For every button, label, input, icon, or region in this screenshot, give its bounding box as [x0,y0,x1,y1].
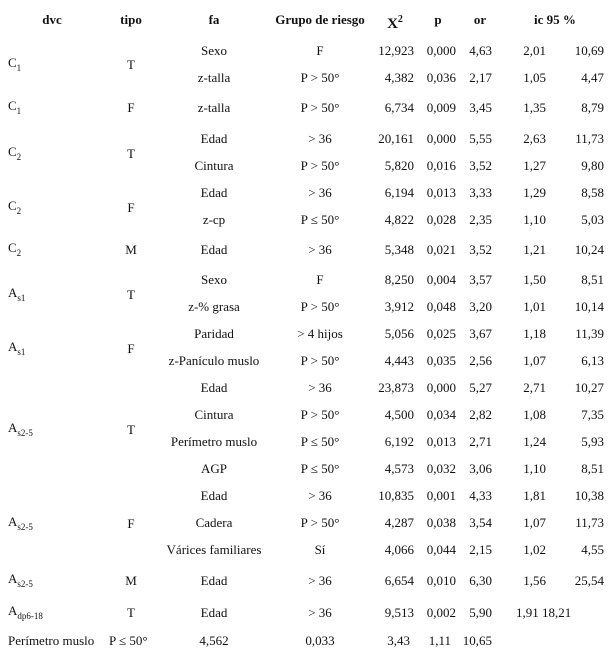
cell-hi: 8,58 [581,185,604,200]
cell-hi: 10,38 [574,488,604,503]
tipo-label: T [127,605,135,620]
cell-fa: z-cp [202,212,226,227]
cell-lo: 1,07 [523,353,546,368]
cell-hi: 4,55 [581,542,604,557]
cell-ic: 1,91 18,21 [516,605,572,620]
cell-lo: 1,56 [523,573,546,588]
header-ic95: ic 95 % [534,12,576,27]
tipo-label: F [127,100,135,115]
cell-x2: 4,500 [384,407,414,422]
cell-or: 3,57 [469,272,492,287]
cell-or: 2,17 [469,70,492,85]
cell-x2: 4,443 [384,353,414,368]
cell-grupo: P > 50° [300,299,340,314]
cell-p: 0,001 [426,488,456,503]
cell-fa: Edad [200,605,228,620]
cell-p: 0,004 [426,272,456,287]
header-grupo-de-riesgo: Grupo de riesgo [275,12,365,27]
cell-lo: 1,18 [523,326,546,341]
cell-fa: Perímetro muslo [170,434,258,449]
cell-lo: 1,27 [523,158,546,173]
cell-x2: 3,912 [384,299,414,314]
cell-p: 0,025 [426,326,456,341]
cell-x2: 10,835 [378,488,414,503]
cell-grupo: > 36 [308,131,332,146]
cell-fa: Várices familiares [166,542,262,557]
cell-p: 0,034 [426,407,456,422]
cell-lo: 1,24 [523,434,546,449]
dvc-label: $A_{s2-5}$ [8,571,33,589]
cell-x2: 4,287 [384,515,414,530]
cell-or: 2,35 [469,212,492,227]
cell-lo: 1,07 [523,515,546,530]
tipo-label: F [127,516,135,531]
cell-fa: Paridad [194,326,234,341]
cell-hi: 25,54 [574,573,604,588]
cell-x2: 6,194 [384,185,414,200]
cell-or: 3,54 [469,515,492,530]
tipo-label: T [127,422,135,437]
cell-grupo: Sí [314,542,326,557]
cell-x2: 5,820 [384,158,414,173]
cell-grupo: P > 50° [300,515,340,530]
dvc-label: $C_2$ [8,198,22,216]
last-line-hi: 10,65 [462,633,492,648]
cell-hi: 5,93 [581,434,604,449]
cell-or: 2,71 [469,434,492,449]
cell-hi: 10,69 [574,43,604,58]
cell-hi: 4,47 [581,70,604,85]
cell-or: 3,67 [469,326,492,341]
cell-or: 4,63 [469,43,492,58]
cell-p: 0,000 [426,131,456,146]
cell-or: 3,20 [469,299,492,314]
cell-lo: 2,71 [523,380,546,395]
cell-or: 2,56 [469,353,492,368]
cell-lo: 2,63 [523,131,546,146]
cell-hi: 9,80 [581,158,604,173]
cell-lo: 1,50 [523,272,546,287]
cell-lo: 1,81 [523,488,546,503]
cell-p: 0,009 [426,100,456,115]
cell-fa: z-% grasa [188,299,240,314]
cell-fa: Edad [200,242,228,257]
cell-fa: z-talla [197,70,231,85]
dvc-label: $A_{s2-5}$ [8,420,33,438]
cell-p: 0,038 [426,515,456,530]
cell-x2: 5,348 [384,242,414,257]
cell-x2: 6,654 [384,573,414,588]
cell-p: 0,036 [426,70,456,85]
dvc-label: $A_{dp6-18}$ [8,603,43,621]
cell-x2: 4,382 [384,70,414,85]
cell-x2: 9,513 [384,605,414,620]
header-chi-base: X [387,16,398,32]
cell-p: 0,048 [426,299,456,314]
last-line-lo: 1,11 [428,633,451,648]
header-p: p [434,12,442,27]
cell-or: 2,15 [469,542,492,557]
cell-hi: 10,24 [574,242,604,257]
cell-fa: Edad [200,380,228,395]
cell-p: 0,044 [426,542,456,557]
cell-hi: 11,39 [575,326,604,341]
tipo-label: F [127,341,135,356]
cell-fa: Edad [200,185,228,200]
cell-p: 0,002 [426,605,456,620]
cell-grupo: P ≤ 50° [300,212,340,227]
cell-hi: 6,13 [581,353,604,368]
cell-or: 3,33 [469,185,492,200]
cell-fa: Sexo [201,43,227,58]
header-or: or [473,12,487,27]
cell-grupo: > 36 [308,573,332,588]
cell-grupo: F [316,43,324,58]
cell-fa: z-talla [197,100,231,115]
cell-hi: 8,79 [581,100,604,115]
cell-or: 3,45 [469,100,492,115]
last-line-x2: 4,562 [199,633,229,648]
cell-or: 6,30 [469,573,492,588]
cell-or: 5,55 [469,131,492,146]
cell-hi: 5,03 [581,212,604,227]
cell-fa: Cadera [195,515,233,530]
cell-or: 3,06 [469,461,492,476]
cell-x2: 23,873 [378,380,414,395]
tipo-label: T [127,287,135,302]
cell-lo: 1,21 [523,242,546,257]
dvc-label: $A_{s2-5}$ [8,514,33,532]
last-line-or: 3,43 [387,633,410,648]
cell-p: 0,021 [426,242,456,257]
dvc-label: $A_{s1}$ [8,285,26,303]
cell-fa: Edad [200,488,228,503]
last-line-fa: Perímetro muslo [8,633,95,648]
header-chi-sup: 2 [397,14,403,25]
cell-x2: 12,923 [378,43,414,58]
cell-grupo: > 36 [308,488,332,503]
cell-fa: Sexo [201,272,227,287]
tipo-label: M [125,242,137,257]
cell-lo: 2,01 [523,43,546,58]
cell-grupo: > 4 hijos [297,326,343,341]
cell-or: 5,27 [469,380,492,395]
cell-hi: 7,35 [581,407,604,422]
last-line-grupo: P ≤ 50° [109,633,148,648]
cell-fa: z-Panículo muslo [168,353,260,368]
cell-lo: 1,10 [523,461,546,476]
cell-p: 0,035 [426,353,456,368]
cell-fa: Cintura [194,407,234,422]
cell-grupo: > 36 [308,380,332,395]
tipo-label: T [127,57,135,72]
cell-lo: 1,05 [523,70,546,85]
cell-grupo: > 36 [308,605,332,620]
dvc-label: $C_1$ [8,98,22,116]
cell-p: 0,013 [426,185,456,200]
cell-fa: Edad [200,573,228,588]
cell-grupo: P > 50° [300,407,340,422]
cell-or: 2,82 [469,407,492,422]
cell-fa: Cintura [194,158,234,173]
cell-hi: 10,27 [574,380,604,395]
cell-p: 0,028 [426,212,456,227]
cell-lo: 1,10 [523,212,546,227]
cell-x2: 5,056 [384,326,414,341]
tipo-label: F [127,200,135,215]
cell-p: 0,000 [426,380,456,395]
cell-x2: 20,161 [378,131,414,146]
cell-x2: 4,822 [384,212,414,227]
cell-lo: 1,01 [523,299,546,314]
cell-fa: Edad [200,131,228,146]
cell-grupo: P > 50° [300,353,340,368]
dvc-label: $C_2$ [8,240,22,258]
dvc-label: $A_{s1}$ [8,339,26,357]
dvc-label: $C_1$ [8,55,22,73]
last-line-p: 0,033 [305,633,335,648]
cell-hi: 8,51 [581,272,604,287]
header-chi-square [387,12,403,32]
cell-hi: 11,73 [575,515,604,530]
cell-grupo: > 36 [308,185,332,200]
tipo-label: T [127,146,135,161]
cell-grupo: P > 50° [300,158,340,173]
cell-p: 0,010 [426,573,456,588]
cell-x2: 6,192 [384,434,414,449]
cell-grupo: P > 50° [300,70,340,85]
cell-p: 0,016 [426,158,456,173]
cell-grupo: P ≤ 50° [300,434,340,449]
cell-x2: 4,066 [384,542,414,557]
header-fa: fa [208,12,220,27]
cell-grupo: > 36 [308,242,332,257]
header-dvc: dvc [42,12,62,27]
tipo-label: M [125,573,137,588]
cell-lo: 1,35 [523,100,546,115]
cell-p: 0,000 [426,43,456,58]
cell-or: 3,52 [469,158,492,173]
cell-or: 4,33 [469,488,492,503]
dvc-label: $C_2$ [8,144,22,162]
cell-p: 0,032 [426,461,456,476]
cell-hi: 10,14 [574,299,604,314]
cell-or: 5,90 [469,605,492,620]
cell-x2: 4,573 [384,461,414,476]
cell-lo: 1,08 [523,407,546,422]
cell-p: 0,013 [426,434,456,449]
cell-lo: 1,02 [523,542,546,557]
cell-hi: 8,51 [581,461,604,476]
cell-fa: AGP [200,461,228,476]
cell-grupo: P > 50° [300,100,340,115]
cell-x2: 6,734 [384,100,414,115]
cell-grupo: F [316,272,324,287]
header-tipo: tipo [120,12,142,27]
cell-lo: 1,29 [523,185,546,200]
cell-x2: 8,250 [384,272,414,287]
cell-hi: 11,73 [575,131,604,146]
cell-or: 3,52 [469,242,492,257]
cell-grupo: P ≤ 50° [300,461,340,476]
